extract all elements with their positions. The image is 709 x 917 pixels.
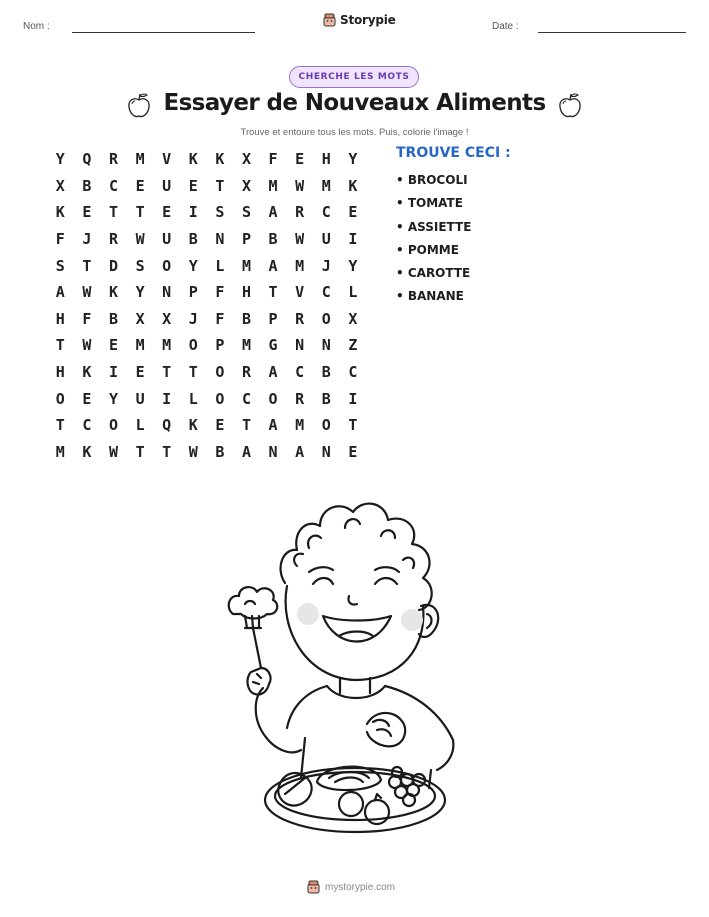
grid-letter: B	[321, 389, 331, 408]
grid-letter: L	[215, 256, 225, 275]
grid-letter: M	[162, 336, 172, 355]
grid-letter: N	[162, 283, 172, 302]
grid-letter: B	[321, 363, 331, 382]
grid-letter: C	[321, 203, 331, 222]
grid-letter: E	[348, 442, 358, 461]
grid-letter: O	[55, 389, 65, 408]
child-eating-illustration	[205, 488, 495, 848]
grid-letter: X	[241, 150, 251, 169]
grid-letter: S	[55, 256, 65, 275]
badge-label: CHERCHE LES MOTS	[298, 72, 410, 82]
grid-letter: V	[295, 283, 305, 302]
brand	[323, 13, 396, 27]
grid-letter: T	[82, 256, 92, 275]
grid-letter: D	[108, 256, 118, 275]
grid-letter: L	[188, 389, 198, 408]
grid-letter: K	[348, 176, 358, 195]
grid-letter: M	[295, 416, 305, 435]
grid-letter: Y	[348, 256, 358, 275]
page-title: Essayer de Nouveaux Aliments	[163, 90, 546, 116]
grid-letter: Q	[162, 416, 172, 435]
activity-badge	[289, 66, 419, 88]
grid-letter: E	[108, 336, 118, 355]
grid-letter: H	[55, 363, 65, 382]
word-item: • ASSIETTE	[396, 219, 472, 234]
grid-letter: M	[321, 176, 331, 195]
footer-url: mystorypie.com	[325, 881, 396, 893]
grid-letter: N	[321, 442, 331, 461]
grid-letter: F	[82, 309, 92, 328]
grid-letter: E	[162, 203, 172, 222]
grid-letter: M	[268, 176, 278, 195]
grid-letter: A	[268, 256, 278, 275]
grid-letter: B	[268, 230, 278, 249]
brand-name: Storypie	[340, 13, 396, 27]
grid-letter: W	[295, 176, 305, 195]
grid-letter: W	[135, 230, 145, 249]
grid-letter: B	[188, 230, 198, 249]
grid-letter: Y	[55, 150, 65, 169]
storypie-logo-icon	[323, 13, 336, 27]
grid-letter: L	[135, 416, 145, 435]
grid-letter: T	[55, 416, 65, 435]
grid-letter: T	[162, 442, 172, 461]
grid-letter: R	[108, 230, 118, 249]
grid-letter: F	[268, 150, 278, 169]
grid-letter: T	[215, 176, 225, 195]
grid-letter: I	[188, 203, 198, 222]
name-field[interactable]	[72, 32, 255, 33]
grid-letter: T	[162, 363, 172, 382]
word-item: • BROCOLI	[396, 173, 468, 187]
grid-letter: A	[55, 283, 65, 302]
grid-letter: K	[82, 363, 92, 382]
date-label: Date :	[492, 21, 519, 32]
grid-letter: C	[295, 363, 305, 382]
grid-letter: R	[108, 150, 118, 169]
instructions: Trouve et entoure tous les mots. Puis, colorie l'image !	[240, 127, 469, 138]
grid-letter: Y	[108, 389, 118, 408]
grid-letter: C	[348, 363, 358, 382]
grid-letter: R	[295, 309, 305, 328]
grid-letter: E	[215, 416, 225, 435]
grid-letter: C	[108, 176, 118, 195]
grid-letter: E	[135, 176, 145, 195]
grid-letter: I	[348, 230, 358, 249]
grid-letter: P	[188, 283, 198, 302]
grid-letter: A	[268, 203, 278, 222]
grid-letter: F	[215, 309, 225, 328]
grid-letter: O	[321, 416, 331, 435]
word-item: • CAROTTE	[396, 266, 471, 281]
grid-letter: M	[55, 442, 65, 461]
grid-letter: O	[215, 389, 225, 408]
grid-letter: B	[108, 309, 118, 328]
footer	[307, 880, 395, 894]
grid-letter: S	[135, 256, 145, 275]
grid-letter: B	[215, 442, 225, 461]
grid-letter: T	[135, 203, 145, 222]
grid-letter: A	[241, 442, 251, 461]
storypie-logo-icon	[307, 880, 320, 894]
grid-letter: K	[55, 203, 65, 222]
grid-letter: W	[295, 230, 305, 249]
word-list	[396, 172, 471, 312]
grid-letter: E	[135, 363, 145, 382]
grid-letter: I	[108, 363, 118, 382]
grid-letter: V	[162, 150, 172, 169]
date-field[interactable]	[538, 32, 686, 33]
grid-letter: A	[268, 363, 278, 382]
grid-letter: H	[55, 309, 65, 328]
grid-letter: I	[162, 389, 172, 408]
grid-letter: J	[321, 256, 331, 275]
grid-letter: F	[215, 283, 225, 302]
grid-letter: R	[295, 389, 305, 408]
grid-letter: R	[241, 363, 251, 382]
grid-letter: T	[268, 283, 278, 302]
grid-letter: O	[162, 256, 172, 275]
grid-letter: N	[268, 442, 278, 461]
name-label: Nom :	[23, 21, 50, 32]
grid-letter: W	[82, 336, 92, 355]
grid-letter: Q	[82, 150, 92, 169]
grid-letter: M	[295, 256, 305, 275]
grid-letter: E	[82, 389, 92, 408]
word-item: • POMME	[396, 242, 459, 257]
grid-letter: X	[135, 309, 145, 328]
grid-letter: Y	[348, 150, 358, 169]
grid-letter: X	[348, 309, 358, 328]
grid-letter: Y	[188, 256, 198, 275]
word-search-grid	[47, 146, 366, 465]
grid-letter: X	[55, 176, 65, 195]
grid-letter: I	[348, 389, 358, 408]
grid-letter: T	[188, 363, 198, 382]
grid-letter: K	[188, 416, 198, 435]
grid-letter: Y	[135, 283, 145, 302]
grid-letter: E	[348, 203, 358, 222]
grid-letter: X	[241, 176, 251, 195]
grid-letter: O	[188, 336, 198, 355]
grid-letter: T	[135, 442, 145, 461]
grid-letter: U	[135, 389, 145, 408]
grid-letter: C	[82, 416, 92, 435]
grid-letter: T	[55, 336, 65, 355]
grid-letter: O	[108, 416, 118, 435]
grid-letter: N	[295, 336, 305, 355]
grid-letter: O	[215, 363, 225, 382]
grid-letter: K	[108, 283, 118, 302]
grid-letter: M	[135, 150, 145, 169]
grid-letter: P	[268, 309, 278, 328]
grid-letter: C	[321, 283, 331, 302]
grid-letter: K	[82, 442, 92, 461]
grid-letter: K	[215, 150, 225, 169]
grid-letter: A	[295, 442, 305, 461]
grid-letter: P	[241, 230, 251, 249]
grid-letter: G	[268, 336, 278, 355]
grid-letter: F	[55, 230, 65, 249]
grid-letter: J	[82, 230, 92, 249]
grid-letter: J	[188, 309, 198, 328]
grid-letter: E	[82, 203, 92, 222]
grid-letter: U	[321, 230, 331, 249]
grid-letter: N	[215, 230, 225, 249]
grid-letter: E	[295, 150, 305, 169]
grid-letter: U	[162, 230, 172, 249]
grid-letter: T	[348, 416, 358, 435]
grid-letter: Z	[348, 336, 358, 355]
grid-letter: N	[321, 336, 331, 355]
word-list-title: TROUVE CECI :	[396, 145, 511, 161]
grid-letter: K	[188, 150, 198, 169]
grid-letter: M	[241, 256, 251, 275]
grid-letter: R	[295, 203, 305, 222]
grid-letter: E	[188, 176, 198, 195]
grid-letter: A	[268, 416, 278, 435]
grid-letter: T	[241, 416, 251, 435]
grid-letter: S	[215, 203, 225, 222]
grid-letter: U	[162, 176, 172, 195]
grid-letter: M	[135, 336, 145, 355]
grid-letter: B	[82, 176, 92, 195]
grid-letter: W	[108, 442, 118, 461]
grid-letter: T	[108, 203, 118, 222]
grid-letter: P	[215, 336, 225, 355]
grid-letter: M	[241, 336, 251, 355]
grid-letter: C	[241, 389, 251, 408]
grid-letter: L	[348, 283, 358, 302]
grid-letter: B	[241, 309, 251, 328]
grid-letter: H	[241, 283, 251, 302]
grid-letter: O	[268, 389, 278, 408]
word-item: • BANANE	[396, 289, 464, 304]
grid-letter: X	[162, 309, 172, 328]
grid-letter: S	[241, 203, 251, 222]
grid-letter: H	[321, 150, 331, 169]
grid-letter: W	[188, 442, 198, 461]
grid-letter: O	[321, 309, 331, 328]
word-item: • TOMATE	[396, 196, 463, 211]
grid-letter: W	[82, 283, 92, 302]
